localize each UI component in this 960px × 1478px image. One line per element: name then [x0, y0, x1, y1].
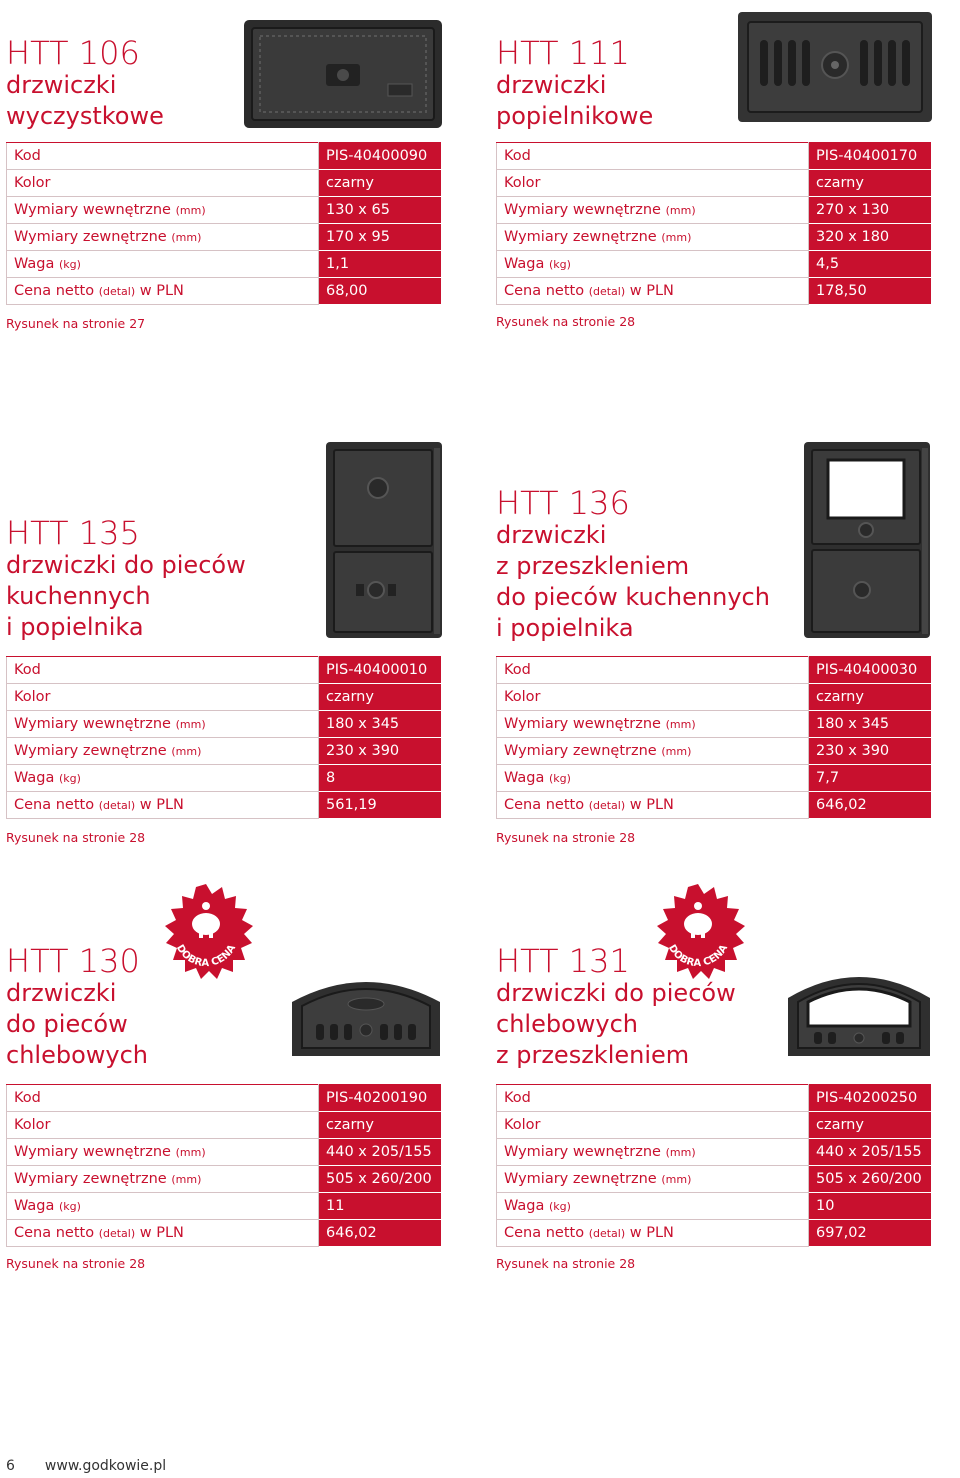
spec-row-wym-zew	[7, 738, 442, 765]
spec-row-waga	[7, 251, 442, 278]
spec-label: Kolor	[7, 170, 319, 197]
spec-value: PIS-40200250	[809, 1085, 932, 1112]
spec-row-kolor	[7, 1112, 442, 1139]
spec-label	[7, 224, 319, 251]
spec-label-text: w PLN	[139, 797, 184, 813]
spec-value: 440 x 205/155	[319, 1139, 442, 1166]
spec-label-text: Waga	[504, 770, 545, 786]
spec-row-cena	[7, 1220, 442, 1247]
spec-row-waga	[497, 251, 932, 278]
spec-label: Kod	[497, 1085, 809, 1112]
spec-row-wym-wew	[7, 197, 442, 224]
spec-value: PIS-40200190	[319, 1085, 442, 1112]
spec-label: Kolor	[7, 1112, 319, 1139]
product-name-line: z przeszkleniem	[496, 552, 690, 580]
spec-unit: (mm)	[661, 231, 692, 244]
spec-label-text: w PLN	[139, 283, 184, 299]
spec-unit: (mm)	[175, 204, 206, 217]
spec-label	[497, 251, 809, 278]
spec-label-text: Wymiary zewnętrzne	[14, 1171, 167, 1187]
spec-row-kod	[7, 1085, 442, 1112]
spec-row-wym-wew	[7, 711, 442, 738]
spec-label-text: Waga	[14, 256, 55, 272]
product-code: HTT 135	[6, 514, 140, 552]
spec-label	[497, 1166, 809, 1193]
spec-table	[6, 656, 442, 819]
spec-label	[497, 1139, 809, 1166]
product-title	[6, 516, 246, 643]
spec-unit: (mm)	[171, 1173, 202, 1186]
spec-label-text: Waga	[14, 770, 55, 786]
badge-text: DOBRA CENA	[173, 942, 239, 970]
spec-label-text: Cena netto	[504, 283, 585, 299]
spec-row-waga	[497, 765, 932, 792]
spec-row-waga	[7, 765, 442, 792]
spec-label-text: Wymiary wewnętrzne	[14, 202, 171, 218]
spec-label-text: Wymiary zewnętrzne	[504, 229, 657, 245]
spec-row-wym-wew	[497, 1139, 932, 1166]
product-name-line: do pieców kuchennych	[496, 583, 770, 611]
glazed-kitchen-door-photo	[800, 438, 934, 642]
spec-label-text: Cena netto	[504, 1225, 585, 1241]
spec-table	[6, 1084, 442, 1247]
spec-label	[497, 224, 809, 251]
product-name-line: i popielnika	[6, 613, 144, 641]
spec-label-text: w PLN	[629, 283, 674, 299]
spec-label-text: Waga	[504, 1198, 545, 1214]
page-footer	[6, 1458, 196, 1474]
spec-row-kod	[497, 143, 932, 170]
spec-row-wym-zew	[7, 1166, 442, 1193]
spec-value: 646,02	[319, 1220, 442, 1247]
spec-label	[497, 765, 809, 792]
spec-label-text: w PLN	[139, 1225, 184, 1241]
product-code: HTT 130	[6, 942, 140, 980]
spec-row-cena	[497, 1220, 932, 1247]
spec-label	[7, 1193, 319, 1220]
spec-label	[497, 1193, 809, 1220]
product-title	[496, 36, 653, 132]
product-title	[496, 944, 736, 1071]
product-code: HTT 136	[496, 484, 630, 522]
product-name-line: kuchennych	[6, 582, 151, 610]
spec-unit: (kg)	[549, 258, 571, 271]
spec-value: 440 x 205/155	[809, 1139, 932, 1166]
spec-label-text: Wymiary zewnętrzne	[504, 743, 657, 759]
spec-label: Kod	[7, 143, 319, 170]
spec-value: 320 x 180	[809, 224, 932, 251]
spec-unit: (detal)	[98, 285, 136, 298]
spec-value: 10	[809, 1193, 932, 1220]
product-name-line: z przeszkleniem	[496, 1041, 690, 1069]
spec-value: 697,02	[809, 1220, 932, 1247]
good-price-badge	[156, 882, 256, 982]
product-name-line: do pieców	[6, 1010, 128, 1038]
spec-label-text: Wymiary wewnętrzne	[504, 1144, 661, 1160]
product-name-line: i popielnika	[496, 614, 634, 642]
product-name-line: drzwiczki do pieców	[496, 979, 736, 1007]
product-htt-135	[6, 430, 444, 860]
spec-label	[497, 278, 809, 305]
product-name-line: popielnikowe	[496, 102, 654, 130]
spec-label	[7, 765, 319, 792]
spec-row-cena	[7, 792, 442, 819]
spec-value: czarny	[809, 1112, 932, 1139]
spec-value: czarny	[809, 170, 932, 197]
product-name-line: wyczystkowe	[6, 102, 164, 130]
spec-label-text: Waga	[14, 1198, 55, 1214]
spec-value: 7,7	[809, 765, 932, 792]
spec-label: Kod	[497, 143, 809, 170]
spec-unit: (detal)	[98, 1227, 136, 1240]
spec-row-waga	[7, 1193, 442, 1220]
spec-row-wym-zew	[497, 1166, 932, 1193]
product-name-line: drzwiczki	[6, 71, 117, 99]
spec-label	[497, 792, 809, 819]
spec-row-wym-zew	[497, 738, 932, 765]
spec-unit: (detal)	[98, 799, 136, 812]
glazed-bread-oven-door-photo	[784, 962, 934, 1060]
spec-label	[497, 197, 809, 224]
product-name-line: drzwiczki	[496, 521, 607, 549]
spec-row-kolor	[497, 684, 932, 711]
spec-unit: (kg)	[59, 258, 81, 271]
spec-label-text: Wymiary wewnętrzne	[504, 202, 661, 218]
spec-label: Kod	[7, 1085, 319, 1112]
spec-value: czarny	[319, 684, 442, 711]
spec-unit: (kg)	[59, 772, 81, 785]
spec-unit: (detal)	[588, 285, 626, 298]
spec-value: 68,00	[319, 278, 442, 305]
spec-row-kolor	[497, 170, 932, 197]
spec-label	[7, 738, 319, 765]
spec-row-kod	[497, 657, 932, 684]
spec-label-text: Waga	[504, 256, 545, 272]
spec-label-text: Cena netto	[14, 1225, 95, 1241]
spec-unit: (mm)	[171, 745, 202, 758]
spec-label-text: Wymiary wewnętrzne	[504, 716, 661, 732]
spec-label	[7, 792, 319, 819]
spec-value: 4,5	[809, 251, 932, 278]
spec-table	[496, 656, 932, 819]
bread-oven-door-photo	[288, 968, 444, 1060]
drawing-reference: Rysunek na stronie 28	[6, 1256, 146, 1271]
drawing-reference: Rysunek na stronie 27	[6, 316, 146, 331]
spec-label	[497, 738, 809, 765]
spec-value: 270 x 130	[809, 197, 932, 224]
spec-row-kolor	[7, 684, 442, 711]
spec-value: 8	[319, 765, 442, 792]
product-title	[496, 486, 770, 644]
spec-value: PIS-40400010	[319, 657, 442, 684]
product-title	[6, 944, 148, 1071]
spec-label-text: w PLN	[629, 797, 674, 813]
product-htt-131	[496, 880, 934, 1280]
spec-label	[7, 197, 319, 224]
product-htt-106	[6, 0, 444, 340]
spec-label-text: Cena netto	[14, 797, 95, 813]
product-name-line: chlebowych	[6, 1041, 148, 1069]
spec-row-cena	[497, 278, 932, 305]
spec-label-text: Wymiary zewnętrzne	[14, 743, 167, 759]
spec-unit: (mm)	[665, 1146, 696, 1159]
spec-row-wym-wew	[7, 1139, 442, 1166]
spec-row-cena	[7, 278, 442, 305]
product-htt-130	[6, 880, 444, 1280]
spec-value: 180 x 345	[319, 711, 442, 738]
spec-label-text: Cena netto	[504, 797, 585, 813]
spec-label-text: Wymiary zewnętrzne	[14, 229, 167, 245]
spec-value: 230 x 390	[319, 738, 442, 765]
product-name-line: drzwiczki	[6, 979, 117, 1007]
spec-unit: (mm)	[175, 1146, 206, 1159]
spec-unit: (mm)	[175, 718, 206, 731]
product-code: HTT 111	[496, 34, 630, 72]
product-htt-136	[496, 430, 934, 860]
product-htt-111	[496, 0, 934, 340]
spec-label-text: Wymiary zewnętrzne	[504, 1171, 657, 1187]
product-name-line: chlebowych	[496, 1010, 638, 1038]
spec-row-wym-wew	[497, 197, 932, 224]
spec-value: 130 x 65	[319, 197, 442, 224]
website-link[interactable]: www.godkowie.pl	[44, 1458, 167, 1474]
spec-label	[7, 1166, 319, 1193]
spec-label: Kolor	[497, 1112, 809, 1139]
product-code: HTT 106	[6, 34, 140, 72]
kitchen-stove-door-photo	[322, 438, 446, 642]
spec-value: 178,50	[809, 278, 932, 305]
spec-label	[7, 251, 319, 278]
spec-label: Kolor	[497, 170, 809, 197]
drawing-reference: Rysunek na stronie 28	[496, 314, 636, 329]
product-title	[6, 36, 164, 132]
spec-unit: (mm)	[661, 1173, 692, 1186]
spec-unit: (mm)	[171, 231, 202, 244]
spec-value: 505 x 260/200	[319, 1166, 442, 1193]
spec-unit: (kg)	[59, 1200, 81, 1213]
spec-row-kod	[7, 657, 442, 684]
spec-row-kolor	[7, 170, 442, 197]
drawing-reference: Rysunek na stronie 28	[496, 1256, 636, 1271]
spec-value: 230 x 390	[809, 738, 932, 765]
spec-value: 561,19	[319, 792, 442, 819]
spec-label: Kolor	[497, 684, 809, 711]
spec-value: 646,02	[809, 792, 932, 819]
spec-unit: (mm)	[661, 745, 692, 758]
spec-unit: (mm)	[665, 718, 696, 731]
product-code: HTT 131	[496, 942, 630, 980]
spec-row-cena	[497, 792, 932, 819]
spec-label-text: Wymiary wewnętrzne	[14, 1144, 171, 1160]
spec-row-wym-wew	[497, 711, 932, 738]
spec-value: czarny	[319, 1112, 442, 1139]
spec-label	[497, 711, 809, 738]
spec-label-text: Cena netto	[14, 283, 95, 299]
ash-door-photo	[736, 10, 934, 124]
spec-row-kod	[7, 143, 442, 170]
spec-table	[496, 142, 932, 305]
spec-table	[496, 1084, 932, 1247]
spec-unit: (detal)	[588, 1227, 626, 1240]
spec-label	[7, 711, 319, 738]
spec-label	[7, 1139, 319, 1166]
spec-label-text: Wymiary wewnętrzne	[14, 716, 171, 732]
cleanout-door-photo	[242, 18, 444, 130]
spec-unit: (kg)	[549, 772, 571, 785]
spec-unit: (kg)	[549, 1200, 571, 1213]
spec-value: PIS-40400090	[319, 143, 442, 170]
spec-value: PIS-40400170	[809, 143, 932, 170]
spec-value: czarny	[319, 170, 442, 197]
page-number: 6	[6, 1458, 15, 1474]
drawing-reference: Rysunek na stronie 28	[6, 830, 146, 845]
spec-value: 505 x 260/200	[809, 1166, 932, 1193]
spec-row-waga	[497, 1193, 932, 1220]
spec-unit: (detal)	[588, 799, 626, 812]
spec-value: 180 x 345	[809, 711, 932, 738]
spec-label: Kod	[497, 657, 809, 684]
spec-row-wym-zew	[497, 224, 932, 251]
spec-value: PIS-40400030	[809, 657, 932, 684]
spec-label	[7, 1220, 319, 1247]
drawing-reference: Rysunek na stronie 28	[496, 830, 636, 845]
spec-label-text: w PLN	[629, 1225, 674, 1241]
spec-row-kod	[497, 1085, 932, 1112]
spec-row-wym-zew	[7, 224, 442, 251]
spec-unit: (mm)	[665, 204, 696, 217]
product-name-line: drzwiczki	[496, 71, 607, 99]
spec-label	[497, 1220, 809, 1247]
spec-label	[7, 278, 319, 305]
spec-value: 170 x 95	[319, 224, 442, 251]
spec-label: Kod	[7, 657, 319, 684]
spec-value: czarny	[809, 684, 932, 711]
spec-row-kolor	[497, 1112, 932, 1139]
spec-value: 1,1	[319, 251, 442, 278]
spec-value: 11	[319, 1193, 442, 1220]
spec-table	[6, 142, 442, 305]
badge-text: DOBRA CENA	[665, 942, 731, 970]
product-name-line: drzwiczki do pieców	[6, 551, 246, 579]
spec-label: Kolor	[7, 684, 319, 711]
